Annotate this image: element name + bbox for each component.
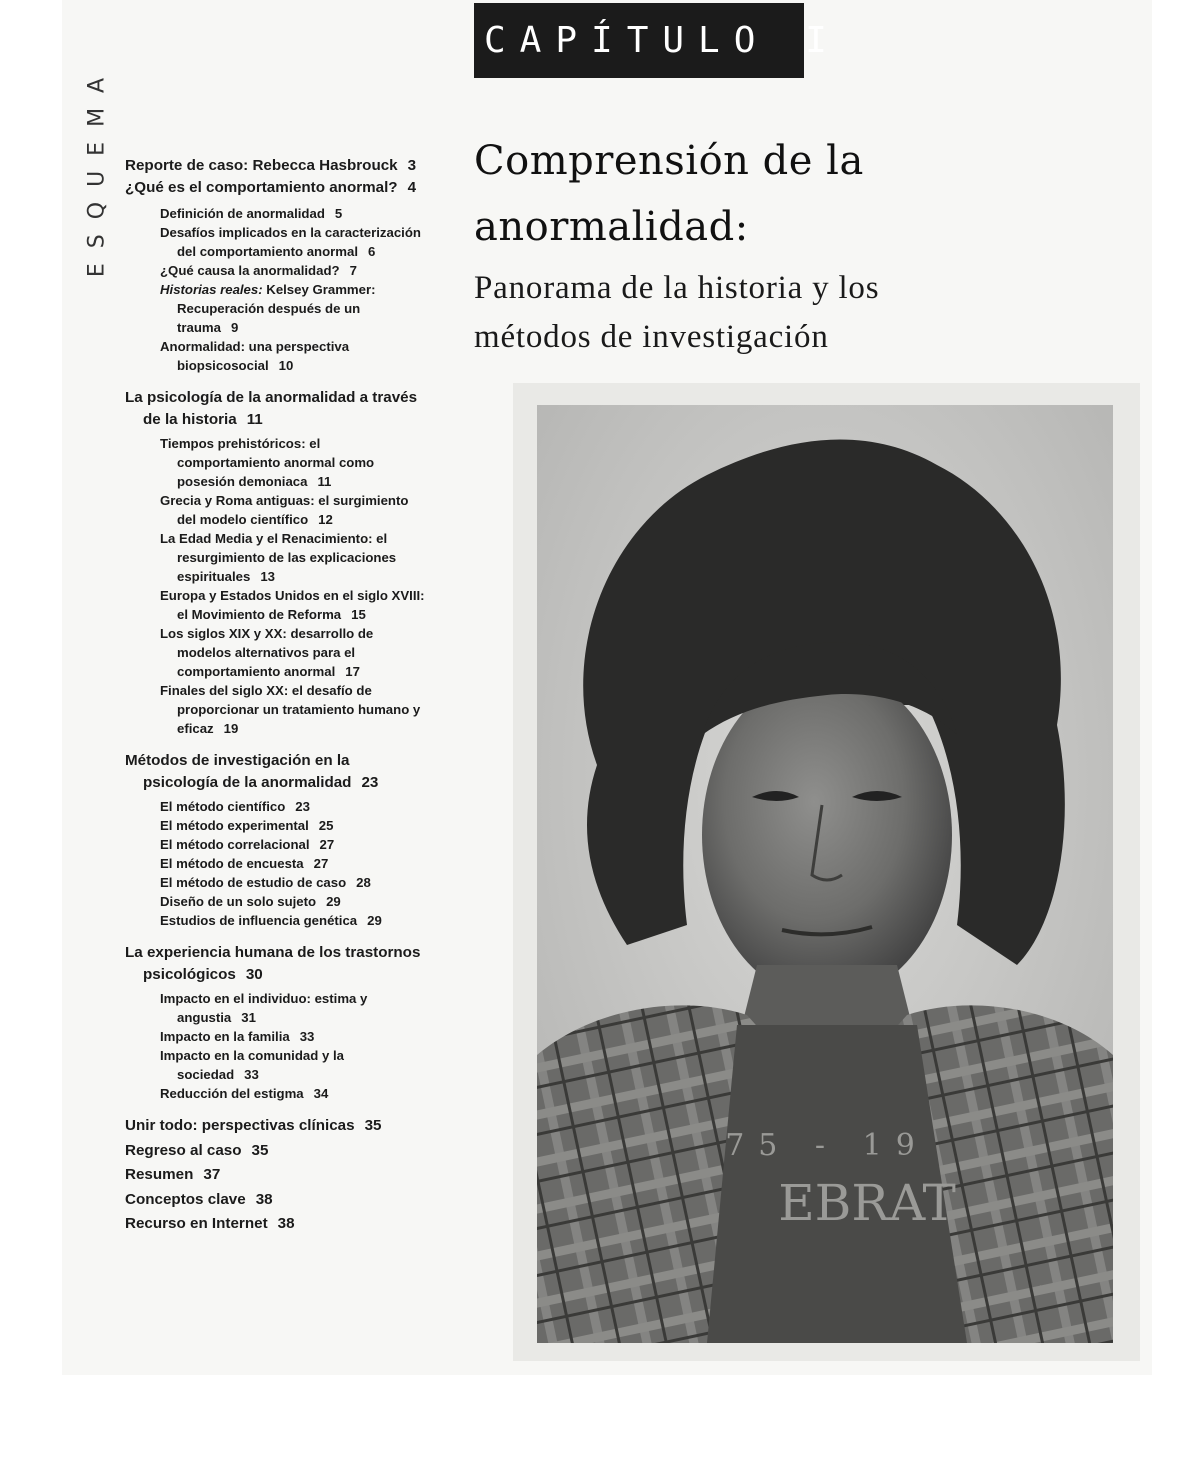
toc-entry-page: 12 xyxy=(318,512,333,527)
toc-entry-page: 28 xyxy=(356,875,371,890)
toc-entry[interactable] xyxy=(125,177,425,199)
toc-entry-prefix: Historias reales: xyxy=(160,282,263,297)
toc-entry-page: 34 xyxy=(313,1086,329,1101)
toc-entry[interactable] xyxy=(125,750,425,793)
toc-entry-title: Métodos de investigación en la psicología de la anormalidad xyxy=(125,752,352,791)
toc-entry-title: Europa y Estados Unidos en el siglo XVIII: el Movimiento de Reforma xyxy=(160,588,425,622)
toc-entry-title: Desafíos implicados en la caracterización del comportamiento anormal xyxy=(160,225,421,259)
toc-entry-page: 38 xyxy=(255,1190,273,1208)
toc-entry-title: El método correlacional xyxy=(160,837,310,852)
toc-subentry[interactable] xyxy=(125,989,425,1027)
toc-entry-title: Regreso al caso xyxy=(125,1141,242,1159)
toc-subentry[interactable] xyxy=(125,892,425,911)
toc-subentry[interactable] xyxy=(125,586,425,624)
portrait-photo xyxy=(537,405,1113,1343)
chapter-title-line: anormalidad: xyxy=(474,204,749,250)
toc-subentry[interactable] xyxy=(125,337,425,375)
toc-entry-title: Unir todo: perspectivas clínicas xyxy=(125,1117,355,1134)
toc-entry-page: 33 xyxy=(299,1029,315,1044)
toc-entry-page: 23 xyxy=(295,799,310,814)
toc-subentry[interactable] xyxy=(125,797,425,816)
toc-entry-page: 23 xyxy=(361,773,379,791)
toc-entry-title: El método de estudio de caso xyxy=(160,875,347,890)
toc-entry-title: Diseño de un solo sujeto xyxy=(160,894,317,909)
toc-entry-title: Reducción del estigma xyxy=(160,1086,304,1101)
toc-subentry[interactable] xyxy=(125,529,425,586)
toc-entry[interactable] xyxy=(125,942,425,985)
toc-entry-title: La psicología de la anormalidad a través de la historia xyxy=(125,389,418,428)
toc-entry-page: 29 xyxy=(326,894,341,909)
toc-entry-page: 11 xyxy=(246,410,263,428)
toc-entry-title: Tiempos prehistóricos: el comportamiento anormal como posesión demoniaca xyxy=(160,436,375,489)
toc-entry-page: 25 xyxy=(318,818,334,833)
toc-entry-title: Reporte de caso: Rebecca Hasbrouck xyxy=(125,157,398,174)
sidebar-label xyxy=(80,60,114,280)
toc-entry-page: 3 xyxy=(407,157,417,174)
toc-subentry[interactable] xyxy=(125,280,425,337)
toc-entry-title: Recurso en Internet xyxy=(125,1215,268,1232)
toc-entry-title: Grecia y Roma antiguas: el surgimiento del modelo científico xyxy=(160,493,409,527)
toc-entry-title: Impacto en la familia xyxy=(160,1029,290,1044)
toc-subentry[interactable] xyxy=(125,681,425,738)
chapter-title xyxy=(474,128,1034,260)
toc-entry-title: Finales del siglo XX: el desafío de proporcionar un tratamiento humano y eficaz xyxy=(160,683,421,736)
toc-entry[interactable] xyxy=(125,1213,425,1235)
toc-entry-title: Los siglos XIX y XX: desarrollo de modelos alternativos para el comportamiento anormal xyxy=(160,626,374,679)
toc-entry-title: El método de encuesta xyxy=(160,856,304,871)
toc-entry-page: 31 xyxy=(241,1010,256,1025)
toc-entry[interactable] xyxy=(125,1164,425,1186)
toc-entry-page: 17 xyxy=(345,664,360,679)
shirt-text-line1: 75 - 19 xyxy=(725,1128,929,1163)
toc-subentry[interactable] xyxy=(125,1084,425,1103)
chapter-title-line: Comprensión de la xyxy=(474,138,864,184)
face-shape xyxy=(702,670,952,1000)
toc-subentry[interactable] xyxy=(125,434,425,491)
table-of-contents xyxy=(125,155,425,1235)
toc-entry[interactable] xyxy=(125,1115,425,1137)
toc-entry-title: Impacto en el individuo: estima y angustia xyxy=(160,991,368,1025)
toc-entry-title: ¿Qué causa la anormalidad? xyxy=(160,263,340,278)
toc-entry-page: 30 xyxy=(245,965,263,983)
sidebar-label-text: ESQUEMA xyxy=(84,62,110,278)
toc-entry-title: Estudios de influencia genética xyxy=(160,913,358,928)
toc-subentry[interactable] xyxy=(125,204,425,223)
toc-entry-page: 27 xyxy=(313,856,329,871)
toc-subentry[interactable] xyxy=(125,854,425,873)
toc-entry-title: Impacto en la comunidad y la sociedad xyxy=(160,1048,344,1082)
shirt-text-line2: EBRAT xyxy=(778,1174,956,1232)
toc-entry[interactable] xyxy=(125,1189,425,1211)
toc-subentry[interactable] xyxy=(125,624,425,681)
toc-entry-page: 35 xyxy=(364,1117,382,1134)
toc-subentry[interactable] xyxy=(125,816,425,835)
toc-subentry[interactable] xyxy=(125,261,425,280)
chapter-number: CAPÍTULO I xyxy=(484,20,841,61)
chapter-banner xyxy=(474,3,841,78)
toc-entry-title: Anormalidad: una perspectiva biopsicosocial xyxy=(160,339,350,373)
toc-entry-page: 9 xyxy=(230,320,239,335)
toc-entry-page: 11 xyxy=(317,474,332,489)
chapter-subtitle-line: Panorama de la historia y los xyxy=(474,270,880,306)
toc-entry-page: 7 xyxy=(349,263,357,278)
toc-entry-title: La experiencia humana de los trastornos psicológicos xyxy=(125,944,421,983)
toc-entry[interactable] xyxy=(125,155,425,177)
toc-entry-page: 35 xyxy=(251,1141,269,1159)
toc-entry-page: 4 xyxy=(407,178,417,196)
toc-entry-title: Definición de anormalidad xyxy=(160,206,325,221)
toc-subentry[interactable] xyxy=(125,835,425,854)
toc-entry[interactable] xyxy=(125,1140,425,1162)
toc-entry-title: La Edad Media y el Renacimiento: el resurgimiento de las explicaciones espirituales xyxy=(160,531,397,584)
toc-entry-title: ¿Qué es el comportamiento anormal? xyxy=(125,178,398,196)
toc-subentry[interactable] xyxy=(125,223,425,261)
toc-entry-page: 6 xyxy=(368,244,376,259)
chapter-subtitle-line: métodos de investigación xyxy=(474,319,829,355)
toc-entry-page: 27 xyxy=(319,837,335,852)
portrait-illustration xyxy=(537,405,1113,1343)
toc-subentry[interactable] xyxy=(125,1046,425,1084)
toc-subentry[interactable] xyxy=(125,873,425,892)
toc-entry-page: 15 xyxy=(351,607,366,622)
photo-frame xyxy=(513,383,1140,1361)
toc-subentry[interactable] xyxy=(125,911,425,930)
toc-entry-title: Conceptos clave xyxy=(125,1190,246,1208)
toc-entry-page: 13 xyxy=(260,569,275,584)
toc-entry-title: Resumen xyxy=(125,1166,194,1183)
toc-entry-page: 38 xyxy=(277,1215,295,1232)
toc-subentry[interactable] xyxy=(125,1027,425,1046)
toc-subentry[interactable] xyxy=(125,491,425,529)
toc-entry-title: El método experimental xyxy=(160,818,309,833)
toc-entry-page: 33 xyxy=(244,1067,259,1082)
toc-entry[interactable] xyxy=(125,387,425,430)
toc-entry-page: 29 xyxy=(367,913,382,928)
toc-entry-page: 19 xyxy=(223,721,239,736)
chapter-subtitle xyxy=(474,264,1054,362)
toc-entry-page: 10 xyxy=(278,358,294,373)
toc-entry-title: El método científico xyxy=(160,799,286,814)
toc-entry-page: 37 xyxy=(203,1166,221,1183)
toc-entry-title: Kelsey Grammer: Recuperación después de un trauma xyxy=(177,282,376,335)
toc-entry-page: 5 xyxy=(334,206,343,221)
